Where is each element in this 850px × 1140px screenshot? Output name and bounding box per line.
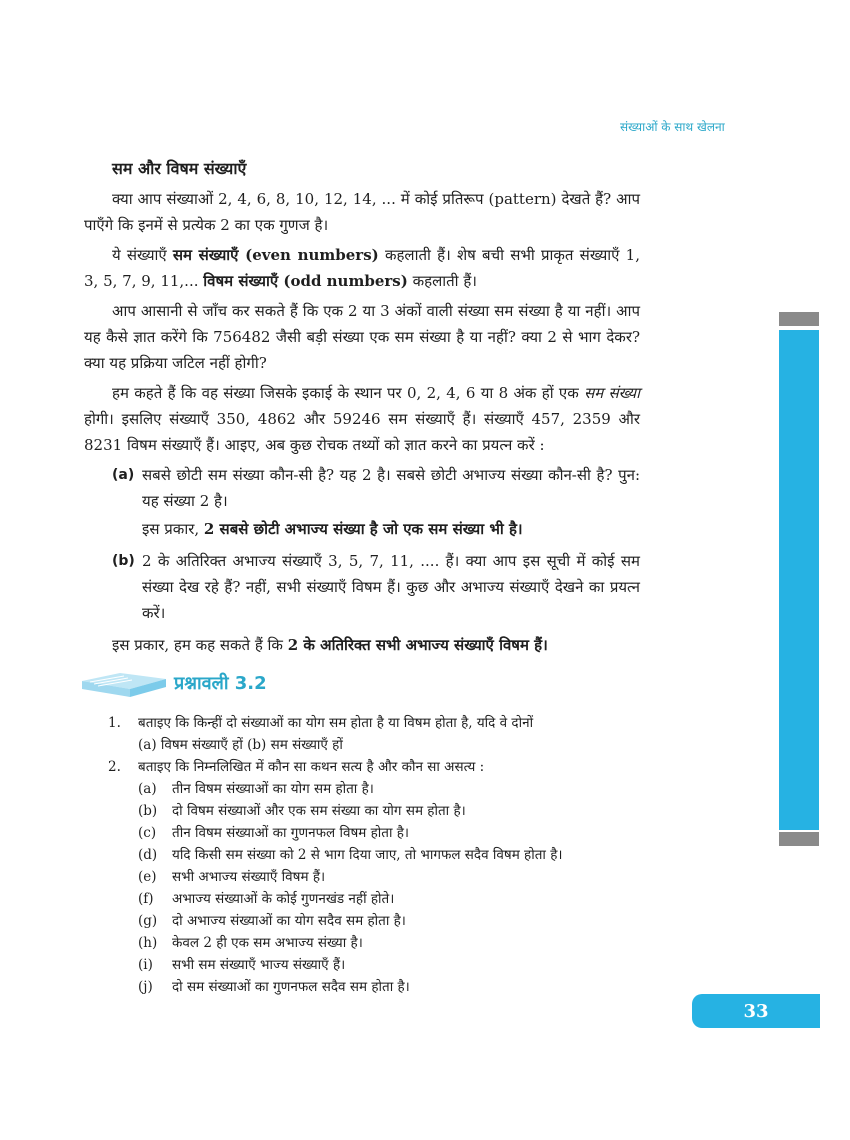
statement-item: [138, 844, 640, 866]
question-number: 1.: [108, 715, 121, 731]
question-1-line-2: (a) विषम संख्याएँ हों (b) सम संख्याएँ हों: [138, 737, 343, 753]
paragraph-2: [84, 242, 640, 294]
conclusion-prefix: इस प्रकार,: [142, 520, 204, 538]
question-text: बताइए कि निम्नलिखित में कौन सा कथन सत्य है और कौन सा असत्य :: [138, 759, 485, 775]
fact-text: सबसे छोटी सम संख्या कौन-सी है? यह 2 है। सबसे छोटी अभाज्य संख्या कौन-सी है? पुन: यह संख्या 2 है।: [142, 466, 640, 510]
question-1: [108, 712, 640, 756]
statement-text: यदि किसी सम संख्या को 2 से भाग दिया जाए, तो भागफल सदैव विषम होता है।: [172, 847, 563, 863]
statement-item: [138, 910, 640, 932]
fact-a: [112, 462, 640, 514]
statement-label: (j): [138, 979, 153, 995]
statement-label: (d): [138, 847, 158, 863]
statement-label: (f): [138, 891, 154, 907]
statement-text: केवल 2 ही एक सम अभाज्य संख्या है।: [172, 935, 363, 951]
paragraph-3: आप आसानी से जाँच कर सकते हैं कि एक 2 या 3 अंकों वाली संख्या सम संख्या है या नहीं। आप यह कैसे ज्ञात करेंगे कि 756482 जैसी बड़ी संख्या एक सम संख्या है या नहीं? क्या 2 से भाग देकर? क्या यह प्रक्रिया जटिल नहीं होगी?: [84, 302, 640, 372]
paragraph-2-e: कहलाती हैं।: [407, 272, 477, 290]
statement-text: दो अभाज्य संख्याओं का योग सदैव सम होता है।: [172, 913, 406, 929]
paragraph-2-a: ये संख्याएँ: [112, 246, 173, 264]
statement-text: सभी सम संख्याएँ भाज्य संख्याएँ हैं।: [172, 957, 346, 973]
statement-text: तीन विषम संख्याओं का गुणनफल विषम होता है।: [172, 825, 410, 841]
odd-numbers-term: विषम संख्याएँ (odd numbers): [203, 272, 408, 290]
statement-text: दो सम संख्याओं का गुणनफल सदैव सम होता है।: [172, 979, 410, 995]
statement-label: (h): [138, 935, 158, 951]
question-2: [108, 756, 640, 778]
side-tab-blue: [779, 330, 819, 830]
paragraph-4-c: होगी। इसलिए संख्याएँ 350, 4862 और 59246 सम संख्याएँ हैं। संख्याएँ 457, 2359 और 8231 विषम संख्याएँ हैं। आइए, अब कुछ रोचक तथ्यों को ज्ञात करने का प्रयत्न करें :: [84, 410, 640, 454]
statement-item: [138, 866, 640, 888]
statement-item: [138, 800, 640, 822]
statement-label: (g): [138, 913, 158, 929]
page-number: 33: [692, 994, 820, 1028]
side-tab-grey-bottom: [779, 832, 819, 846]
even-numbers-term: सम संख्याएँ (even numbers): [172, 246, 379, 264]
paragraph-2-c: कहलाती हैं। शेष बची सभी प्राकृत संख्याएँ 1, 3, 5, 7, 9, 11,...: [84, 246, 640, 290]
statement-text: सभी अभाज्य संख्याएँ विषम हैं।: [172, 869, 326, 885]
statement-item: [138, 954, 640, 976]
final-bold: 2 के अतिरिक्त सभी अभाज्य संख्याएँ विषम हैं।: [287, 636, 548, 654]
statement-text: दो विषम संख्याओं और एक सम संख्या का योग सम होता है।: [172, 803, 466, 819]
final-statement: [84, 632, 640, 658]
question-text: [138, 712, 640, 756]
exercise-header: [80, 666, 640, 702]
fact-label: (b): [112, 553, 135, 569]
statement-label: (i): [138, 957, 153, 973]
paragraph-1: क्या आप संख्याओं 2, 4, 6, 8, 10, 12, 14, ... में कोई प्रतिरूप (pattern) देखते हैं? आप पाएँगे कि इनमें से प्रत्येक 2 का एक गुणज है।: [84, 190, 640, 234]
fact-text: 2 के अतिरिक्त अभाज्य संख्याएँ 3, 5, 7, 11, .... हैं। क्या आप इस सूची में कोई सम संख्या देख रहे हैं? नहीं, सभी संख्याएँ विषम हैं। कुछ और अभाज्य संख्याएँ देखने का प्रयत्न करें।: [142, 552, 640, 622]
statement-text: अभाज्य संख्याओं के कोई गुणनखंड नहीं होते।: [172, 891, 395, 907]
statement-text: तीन विषम संख्याओं का योग सम होता है।: [172, 781, 374, 797]
statement-label: (a): [138, 781, 157, 797]
section-title: सम और विषम संख्याएँ: [112, 159, 247, 178]
question-1-line-1: बताइए कि किन्हीं दो संख्याओं का योग सम होता है या विषम होता है, यदि वे दोनों: [138, 715, 534, 731]
statement-label: (b): [138, 803, 158, 819]
paragraph-4-a: हम कहते हैं कि वह संख्या जिसके इकाई के स्थान पर 0, 2, 4, 6 या 8 अंक हों एक: [112, 384, 585, 402]
question-number: 2.: [108, 759, 121, 775]
statement-item: [138, 932, 640, 954]
paragraph-4: [84, 380, 640, 458]
statement-item: [138, 976, 640, 998]
fact-label: (a): [112, 467, 135, 483]
statement-item: [138, 778, 640, 800]
running-head: संख्याओं के साथ खेलना: [620, 120, 725, 134]
exercise-title: प्रश्नावली 3.2: [174, 673, 267, 694]
statement-label: (c): [138, 825, 157, 841]
even-number-italic: सम संख्या: [584, 384, 640, 402]
fact-a-conclusion: [142, 516, 640, 542]
statement-item: [138, 822, 640, 844]
statement-item: [138, 888, 640, 910]
statement-label: (e): [138, 869, 157, 885]
book-icon: [80, 669, 170, 699]
conclusion-bold: 2 सबसे छोटी अभाज्य संख्या है जो एक सम संख्या भी है।: [203, 520, 523, 538]
final-prefix: इस प्रकार, हम कह सकते हैं कि: [112, 636, 288, 654]
fact-b: [112, 548, 640, 626]
side-tab-grey-top: [779, 312, 819, 326]
page-content: [84, 150, 640, 998]
